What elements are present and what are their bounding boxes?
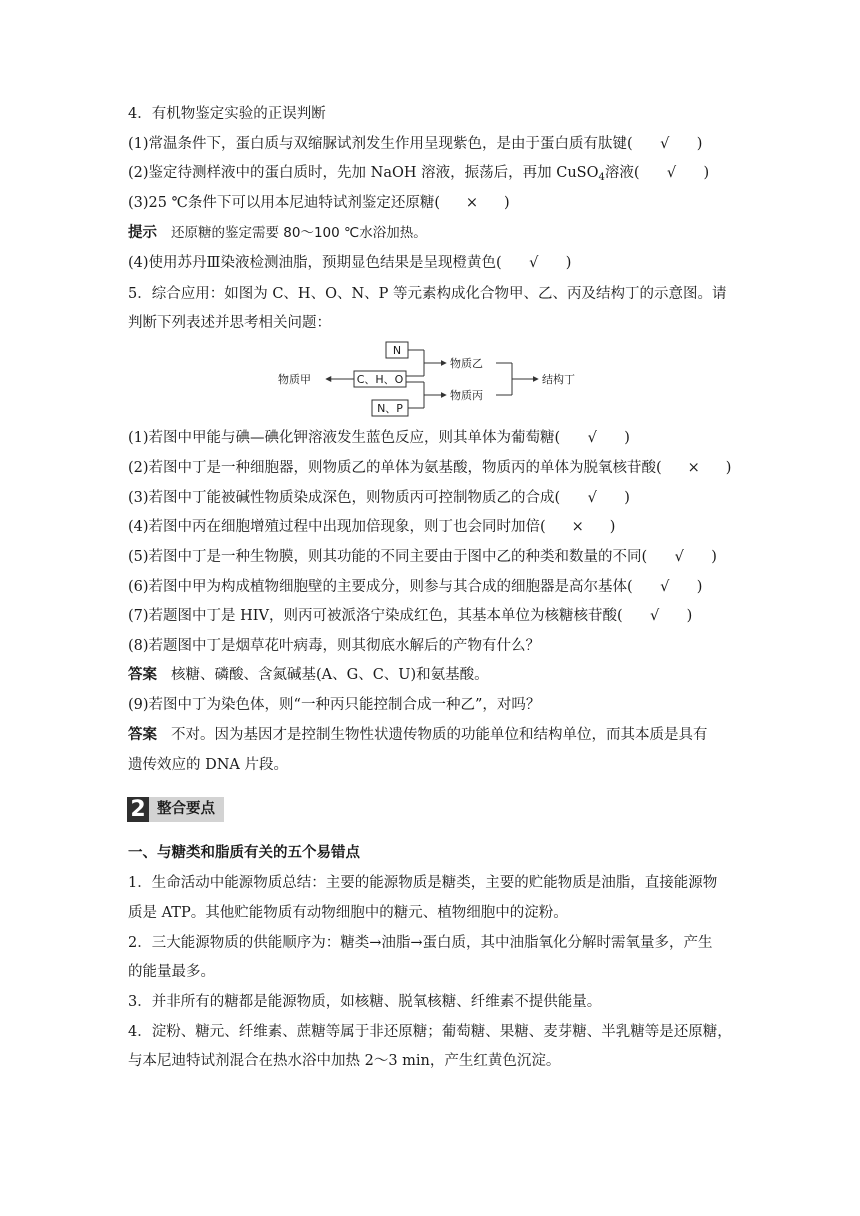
q4-tip <box>128 223 427 243</box>
answer-label: 答案 <box>128 727 157 743</box>
q5-title-line1: 5．综合应用：如图为 C、H、O、N、P 等元素构成化合物甲、乙、丙及结构丁的示意图。请 <box>128 286 727 302</box>
label-jia: 物质甲 <box>278 373 311 386</box>
answer-mark: √ <box>529 255 539 271</box>
box-n-label: N <box>392 344 402 357</box>
q5-item-4: (4)若图中丙在细胞增殖过程中出现加倍现象，则丁也会同时加倍( × ) <box>128 519 616 535</box>
tip-text: 还原糖的鉴定需要 80～100 ℃水浴加热。 <box>171 225 427 241</box>
part1-p1-line1: 1．生命活动中能源物质总结：主要的能源物质是糖类，主要的贮能物质是油脂，直接能源物 <box>128 875 718 891</box>
q5-item-5: (5)若图中丁是一种生物膜，则其功能的不同主要由于图中乙的种类和数量的不同( √ ) <box>128 549 717 565</box>
box-cho-label: C、H、O <box>356 373 404 386</box>
answer-mark: √ <box>650 608 660 624</box>
section-number: 2 <box>127 797 149 822</box>
answer-mark: √ <box>660 579 670 595</box>
q4-item-2: (2)鉴定待测样液中的蛋白质时，先加 NaOH 溶液，振荡后，再加 CuSO$_4$溶液( √ ) <box>128 165 710 183</box>
label-bing: 物质丙 <box>450 389 483 402</box>
answer-mark: √ <box>674 549 684 565</box>
composition-diagram <box>270 336 590 418</box>
q4-item-3: (3)25 ℃条件下可以用本尼迪特试剂鉴定还原糖( × ) <box>128 195 510 211</box>
answer-mark: × <box>571 519 584 535</box>
q8-answer <box>128 665 489 685</box>
part1-p3: 3．并非所有的糖都是能源物质，如核糖、脱氧核糖、纤维素不提供能量。 <box>128 994 602 1010</box>
q5-title-line2: 判断下列表述并思考相关问题： <box>128 315 331 331</box>
answer-label: 答案 <box>128 667 157 683</box>
part1-p2-line1: 2．三大能源物质的供能顺序为：糖类→油脂→蛋白质，其中油脂氧化分解时需氧量多，产生 <box>128 935 713 951</box>
part1-p2-line2: 的能量最多。 <box>128 964 215 980</box>
label-ding: 结构丁 <box>542 373 575 386</box>
answer-mark: × <box>465 195 479 211</box>
q5-item-3: (3)若图中丁能被碱性物质染成深色，则物质丙可控制物质乙的合成( √ ) <box>128 490 630 506</box>
answer-mark: √ <box>660 136 670 152</box>
part1-heading: 一、与糖类和脂质有关的五个易错点 <box>128 845 360 861</box>
tip-label: 提示 <box>128 225 157 241</box>
q5-item-8: (8)若题图中丁是烟草花叶病毒，则其彻底水解后的产物有什么？ <box>128 638 541 654</box>
part1-p1-line2: 质是 ATP。其他贮能物质有动物细胞中的糖元、植物细胞中的淀粉。 <box>128 905 568 921</box>
answer-mark: √ <box>666 165 677 181</box>
q5-item-1: (1)若图中甲能与碘—碘化钾溶液发生蓝色反应，则其单体为葡萄糖( √ ) <box>128 430 630 446</box>
answer-text: 核糖、磷酸、含氮碱基(A、G、C、U)和氨基酸。 <box>171 667 489 683</box>
q4-title: 4．有机物鉴定实验的正误判断 <box>128 106 326 122</box>
section-header <box>127 797 224 822</box>
answer-mark: × <box>687 460 700 476</box>
label-yi: 物质乙 <box>450 357 483 370</box>
q4-item-1: (1)常温条件下，蛋白质与双缩脲试剂发生作用呈现紫色，是由于蛋白质有肽键( √ ) <box>128 136 703 152</box>
answer-mark: √ <box>587 490 597 506</box>
q5-item-7: (7)若题图中丁是 HIV，则丙可被派洛宁染成红色，其基本单位为核糖核苷酸( √ ) <box>128 608 693 624</box>
q5-item-9: (9)若图中丁为染色体，则“一种丙只能控制合成一种乙”，对吗？ <box>128 697 541 713</box>
part1-p4-line2: 与本尼迪特试剂混合在热水浴中加热 2～3 min，产生红黄色沉淀。 <box>128 1053 561 1069</box>
q4-item-4: (4)使用苏丹Ⅲ染液检测油脂，预期显色结果是呈现橙黄色( √ ) <box>128 255 572 271</box>
q9-answer-line2: 遗传效应的 DNA 片段。 <box>128 757 289 773</box>
box-np-label: N、P <box>377 402 403 415</box>
part1-p4-line1: 4．淀粉、糖元、纤维素、蔗糖等属于非还原糖；葡萄糖、果糖、麦芽糖、半乳糖等是还原糖， <box>128 1024 732 1040</box>
answer-text: 不对。因为基因才是控制生物性状遗传物质的功能单位和结构单位，而其本质是具有 <box>171 727 708 743</box>
answer-mark: √ <box>587 430 597 446</box>
q5-item-6: (6)若图中甲为构成植物细胞壁的主要成分，则参与其合成的细胞器是高尔基体( √ ) <box>128 579 703 595</box>
section-title: 整合要点 <box>149 797 224 822</box>
q5-item-2: (2)若图中丁是一种细胞器，则物质乙的单体为氨基酸，物质丙的单体为脱氧核苷酸( × ) <box>128 460 732 476</box>
q9-answer-line1 <box>128 725 708 745</box>
